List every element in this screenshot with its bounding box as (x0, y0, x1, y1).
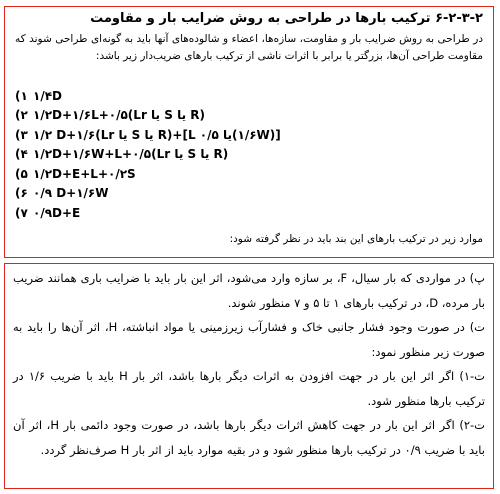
combination-item (15, 86, 483, 106)
provision-paragraph: پ) در مواردی که بار سیال، F، بر سازه وارد می‌شود، اثر این بار باید با ضرایب باری همانند ضریب بار مرده، D، در ترکیب بارهای ۱ تا ۵ و ۷ منظور شوند. (13, 271, 485, 310)
combination-formula: ۰/۹D+E (33, 205, 81, 220)
combination-number: ۷) (15, 205, 28, 220)
combination-formula: ۱/۲D+E+L+۰/۲S (33, 166, 136, 181)
provision-paragraph: ت) در صورت وجود فشار جانبی خاک و فشارآب زیرزمینی یا مواد انباشته، H، اثر آن‌ها را باید به صورت زیر منظور نمود: (13, 320, 486, 359)
combination-number: ۵) (15, 166, 28, 181)
provision-paragraph: ت-۲) اگر اثر این بار در جهت کاهش اثرات دیگر بارها باشد، در صورت وجود دائمی بار H، اثر آن باید با ضریب ۰/۹ در ترکیب بارها منظور شود و در بقیه موارد باید از اثر بار H صرف‌نظر گردد. (13, 418, 485, 457)
combination-item (15, 203, 483, 223)
combination-item (15, 164, 483, 184)
section-heading: ۶-۲-۳-۲ ترکیب بارها در طراحی به روش ضرایب بار و مقاومت (90, 11, 483, 26)
section-intro: در طراحی به روش ضرایب بار و مقاومت، سازه‌ها، اعضاء و شالوده‌های آنها باید به گونه‌ای طراحی شوند که مقاومت طراحی آن‌ها، بزرگتر یا برابر با اثرات ناشی از ترکیب بارهای ضریب‌دار زیر باشد: (15, 33, 483, 62)
combination-number: ۳) (15, 127, 28, 142)
combination-formula: ۱/۲D+۱/۶L+۰/۵(Lr یا S یا R) (33, 108, 205, 123)
combination-formula: ۱/۴D (33, 88, 62, 103)
combination-number: ۲) (15, 108, 28, 123)
provision-paragraph: ت-۱) اگر اثر این بار در جهت افزودن به اثرات دیگر بارها باشد، اثر بار H باید با ضریب ۱/۶ در ترکیب بارها منظور شود. (13, 369, 485, 408)
combination-item (15, 184, 483, 204)
load-combination-section (4, 6, 494, 258)
combination-number: ۴) (15, 147, 28, 162)
combination-item (15, 125, 483, 145)
load-provisions-section (4, 263, 494, 489)
combination-formula: ۱/۲ D+۱/۶(Lr یا S یا R)+[L یا ۰/۵(۱/۶W)] (33, 127, 281, 142)
provision-list (13, 266, 485, 462)
combination-number: ۶) (15, 186, 28, 201)
combination-formula: ۰/۹ D+۱/۶W (33, 186, 109, 201)
combination-item (15, 106, 483, 126)
combination-list (15, 86, 483, 223)
combination-item (15, 145, 483, 165)
section-note: موارد زیر در ترکیب بارهای این بند باید در نظر گرفته شود: (229, 233, 483, 245)
combination-formula: ۱/۲D+۱/۶W+L+۰/۵(Lr یا S یا R) (33, 147, 229, 162)
combination-number: ۱) (15, 88, 28, 103)
